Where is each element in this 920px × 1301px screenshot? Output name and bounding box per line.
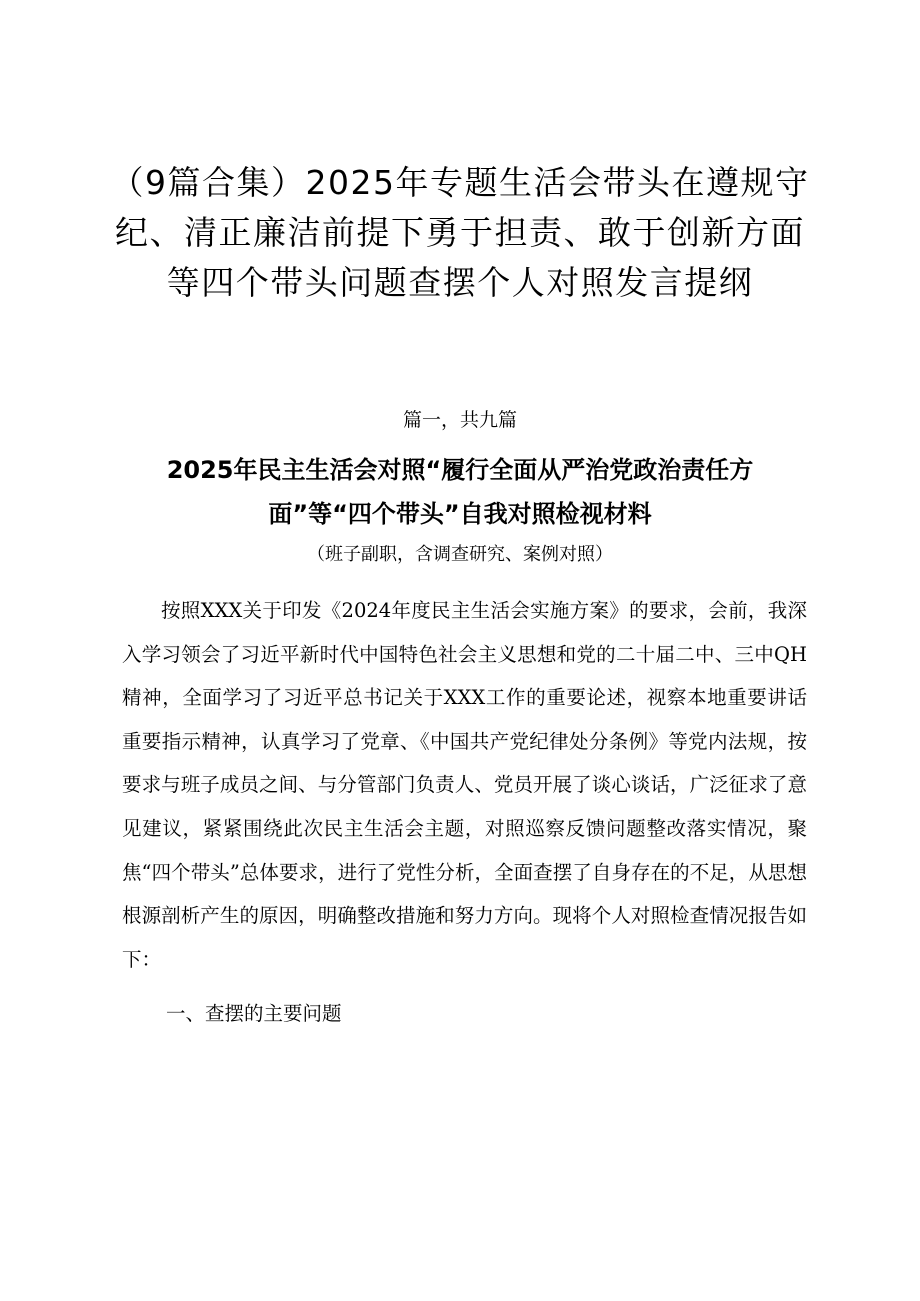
intro-paragraph: 按照XXX关于印发《2024年度民主生活会实施方案》的要求，会前，我深入学习领会了习近平新时代中国特色社会主义思想和党的二十届二中、三中QH精神，全面学习了习近平总书记关于XXX工作的重要论述，视察本地重要讲话重要指示精神，认真学习了党章、《中国共产党纪律处分条例》等党内法规，按要求与班子成员之间、与分管部门负责人、党员开展了谈心谈话，广泛征求了意见建议，紧紧围绕此次民主生活会主题，对照巡察反馈问题整改落实情况，聚焦“四个带头”总体要求，进行了党性分析，全面查摆了自身存在的不足，从思想根源剖析产生的原因，明确整改措施和努力方向。现将个人对照检查情况报告如下： — [122, 599, 807, 971]
document-title: （9篇合集）2025年专题生活会带头在遵规守纪、清正廉洁前提下勇于担责、敢于创新方面等四个带头问题查摆个人对照发言提纲 — [110, 163, 810, 302]
section-heading: 一、查摆的主要问题 — [166, 1002, 342, 1025]
subtitle-note: （班子副职，含调查研究、案例对照） — [307, 544, 613, 565]
part-label: 篇一，共九篇 — [402, 409, 517, 431]
material-title: 2025年民主生活会对照“履行全面从严治党政治责任方面”等“四个带头”自我对照检视材料 — [166, 456, 754, 528]
